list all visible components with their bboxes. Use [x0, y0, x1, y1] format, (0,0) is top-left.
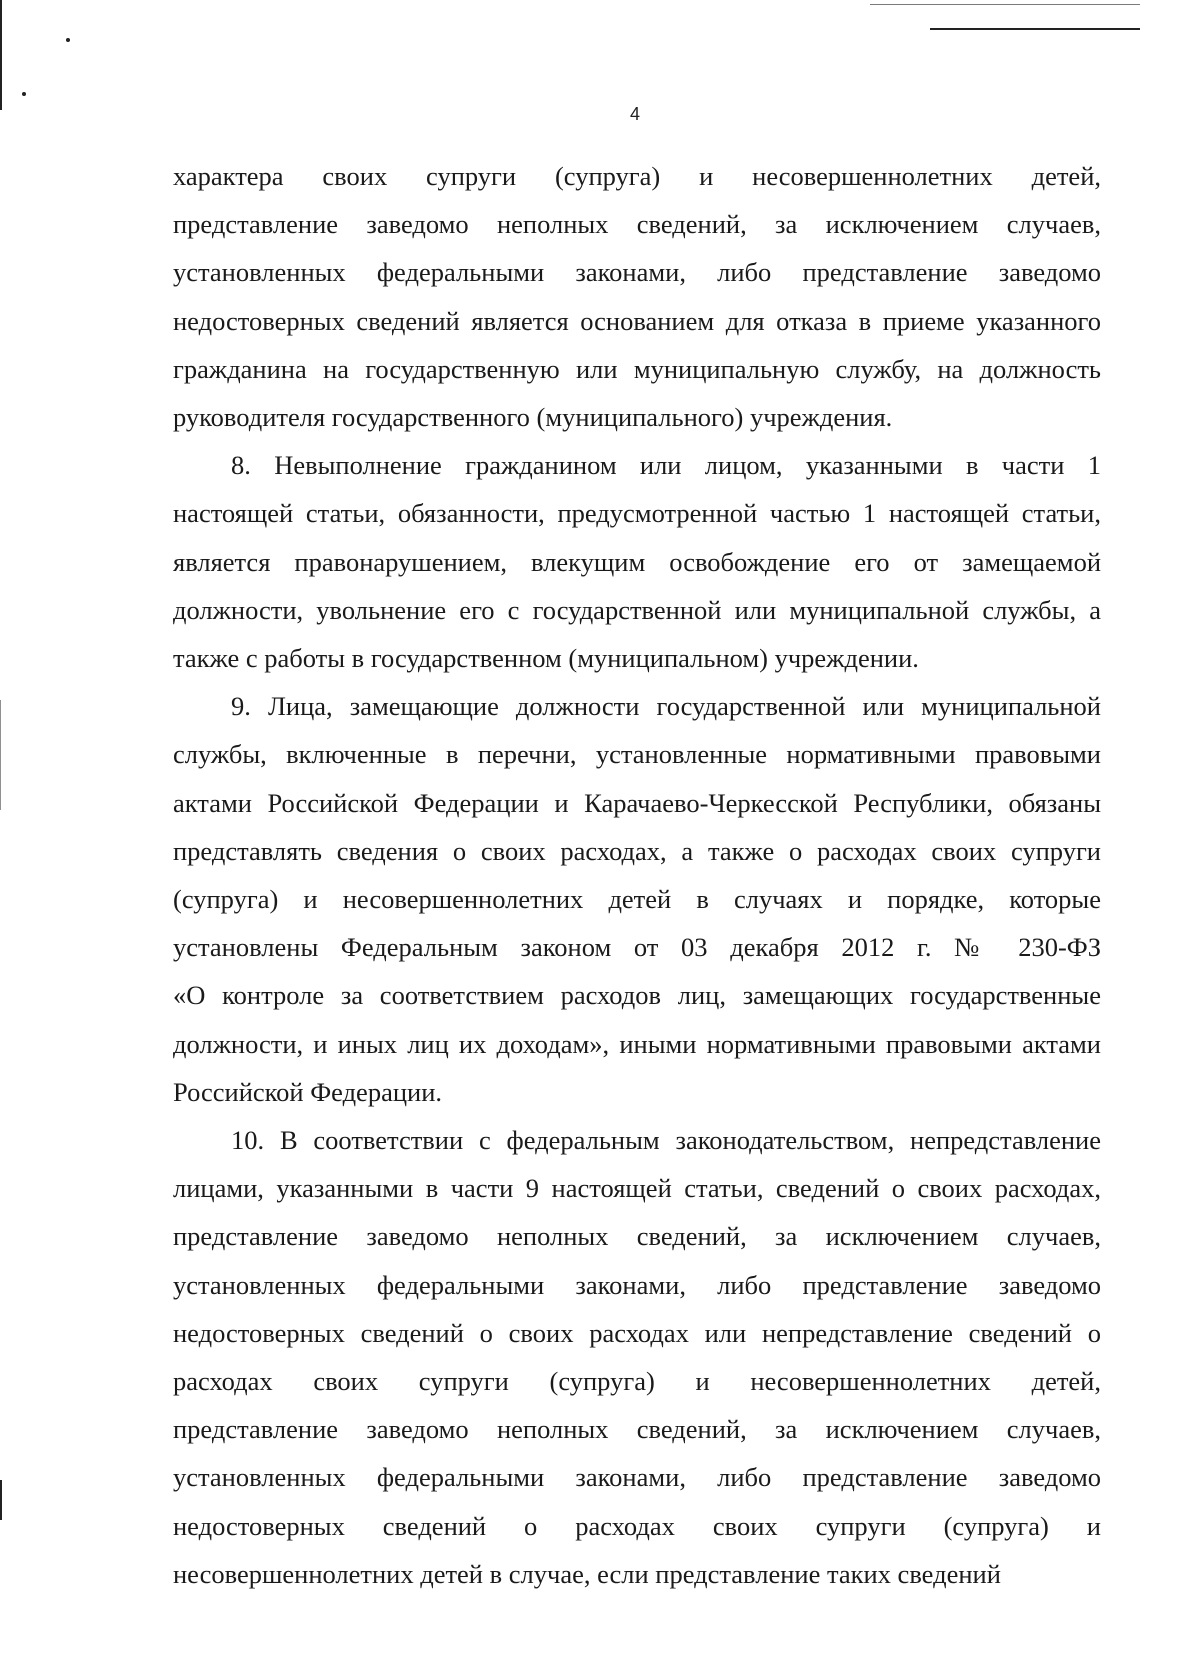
text-line: представление заведомо неполных сведений, за исключением случаев,	[173, 1414, 1101, 1445]
scan-top-line	[930, 28, 1140, 30]
text-line: Российской Федерации.	[173, 1076, 442, 1107]
text-line: должности, увольнение его с государственной или муниципальной службы, а	[173, 594, 1101, 625]
text-line: расходах своих супруги (супруга) и несовершеннолетних детей,	[173, 1366, 1101, 1397]
text-line: представлять сведения о своих расходах, а также о расходах своих супруги	[173, 835, 1101, 866]
text-line: также с работы в государственном (муниципальном) учреждении.	[173, 643, 919, 674]
text-line: установленных федеральными законами, либо представление заведомо	[173, 1269, 1101, 1300]
paragraph-p-8	[173, 441, 1101, 682]
text-line: «О контроле за соответствием расходов лиц, замещающих государственные	[173, 980, 1101, 1011]
scan-top-line	[870, 4, 1140, 5]
text-line: представление заведомо неполных сведений, за исключением случаев,	[173, 209, 1101, 240]
text-line: представление заведомо неполных сведений, за исключением случаев,	[173, 1221, 1101, 1252]
text-line: характера своих супруги (супруга) и несовершеннолетних детей,	[173, 161, 1101, 191]
paragraph-p-cont	[173, 152, 1101, 441]
page-number: 4	[629, 104, 640, 124]
scan-dot	[22, 92, 26, 96]
text-line: недостоверных сведений о расходах своих супруги (супруга) и	[173, 1510, 1101, 1541]
text-line: должности, и иных лиц их доходам», иными нормативными правовыми актами	[173, 1028, 1101, 1059]
text-line: гражданина на государственную или муниципальную службу, на должность	[173, 353, 1101, 384]
scan-margin-line	[0, 1480, 2, 1520]
paragraph-p-9	[173, 682, 1101, 1116]
text-line: является правонарушением, влекущим освобождение его от замещаемой	[173, 546, 1101, 577]
scan-dot	[66, 38, 70, 42]
text-line: лицами, указанными в части 9 настоящей статьи, сведений о своих расходах,	[173, 1173, 1101, 1204]
text-line: 9. Лица, замещающие должности государственной или муниципальной	[231, 691, 1101, 722]
text-line: 10. В соответствии с федеральным законодательством, непредставление	[231, 1125, 1101, 1156]
text-line: установлены Федеральным законом от 03 декабря 2012 г. № 230-ФЗ	[173, 932, 1101, 963]
paragraph-p-10	[173, 1116, 1101, 1598]
text-line: установленных федеральными законами, либо представление заведомо	[173, 257, 1101, 288]
text-line: недостоверных сведений является основанием для отказа в приеме указанного	[173, 305, 1101, 336]
document-body	[173, 152, 1101, 1598]
text-line: актами Российской Федерации и Карачаево-Черкесской Республики, обязаны	[173, 787, 1101, 818]
scan-margin-line	[0, 700, 1, 810]
text-line: настоящей статьи, обязанности, предусмотренной частью 1 настоящей статьи,	[173, 498, 1101, 529]
text-line: недостоверных сведений о своих расходах или непредставление сведений о	[173, 1317, 1101, 1348]
text-line: службы, включенные в перечни, установленные нормативными правовыми	[173, 739, 1101, 770]
text-line: 8. Невыполнение гражданином или лицом, указанными в части 1	[231, 450, 1101, 481]
text-line: несовершеннолетних детей в случае, если представление таких сведений	[173, 1558, 1001, 1589]
text-line: (супруга) и несовершеннолетних детей в случаях и порядке, которые	[173, 884, 1101, 915]
text-line: установленных федеральными законами, либо представление заведомо	[173, 1462, 1101, 1493]
scan-margin-line	[0, 0, 2, 110]
text-line: руководителя государственного (муниципального) учреждения.	[173, 402, 893, 433]
